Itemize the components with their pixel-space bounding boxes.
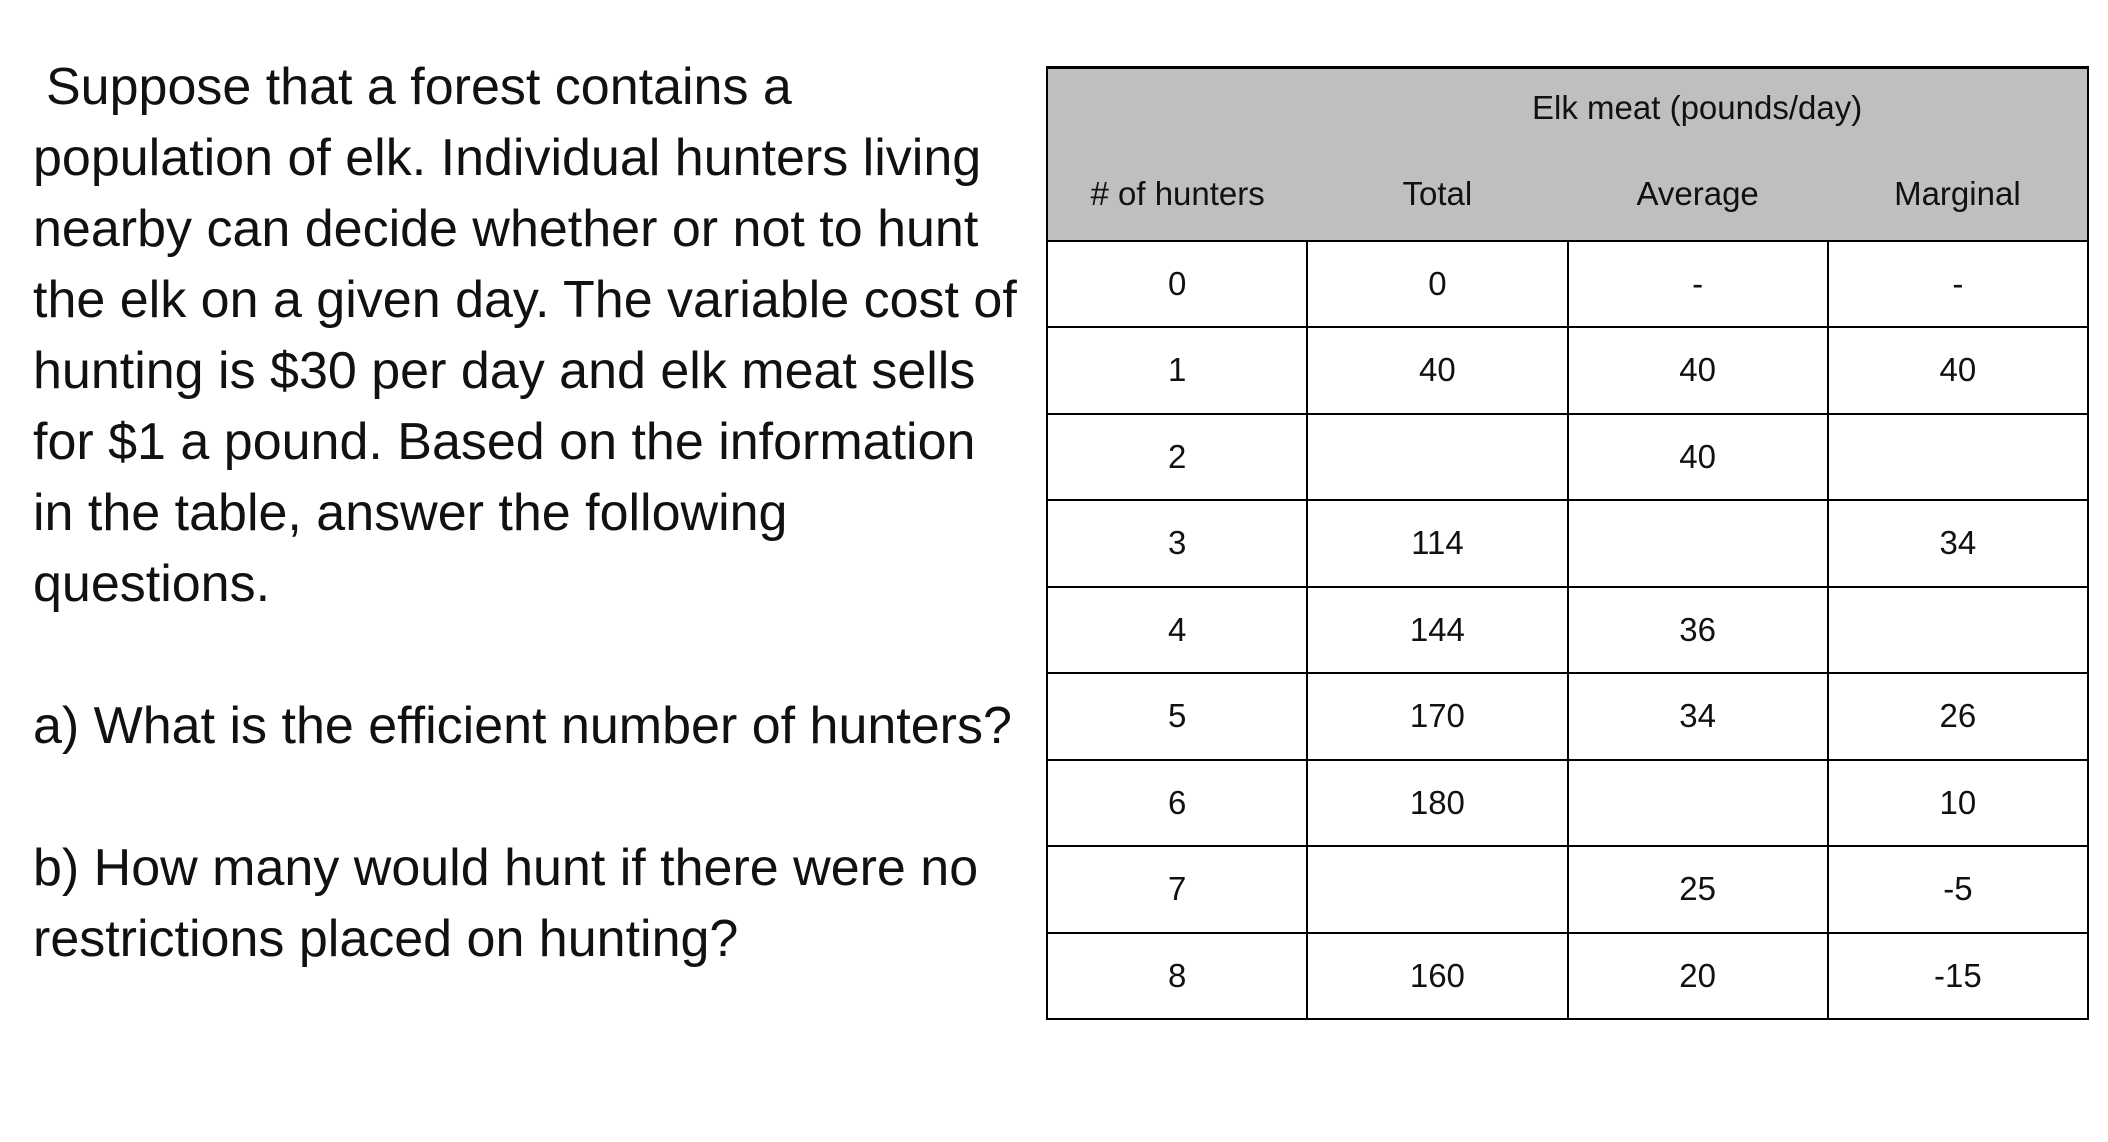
- elk-meat-table: [1046, 66, 2089, 1020]
- table-row: [1047, 500, 2088, 587]
- cell-hunters: 4: [1047, 587, 1307, 674]
- table-row: [1047, 846, 2088, 933]
- cell-average: -: [1568, 241, 1828, 328]
- cell-average: [1568, 500, 1828, 587]
- cell-average: 34: [1568, 673, 1828, 760]
- cell-total: 114: [1307, 500, 1567, 587]
- cell-hunters: 6: [1047, 760, 1307, 847]
- cell-hunters: 1: [1047, 327, 1307, 414]
- column-header-hunters: # of hunters: [1047, 148, 1307, 241]
- cell-average: [1568, 760, 1828, 847]
- table-row: [1047, 587, 2088, 674]
- cell-marginal: -5: [1828, 846, 2088, 933]
- table-group-header-row: [1047, 68, 2088, 148]
- cell-hunters: 8: [1047, 933, 1307, 1020]
- cell-marginal: 10: [1828, 760, 2088, 847]
- cell-total: [1307, 414, 1567, 501]
- cell-marginal: 40: [1828, 327, 2088, 414]
- table-row: [1047, 933, 2088, 1020]
- question-intro: Suppose that a forest contains a population of elk. Individual hunters living nearby can decide whether or not to hunt the elk on a given day. The variable cost of hunting is $30 per day and elk meat sells for $1 a pound. Based on the information in the table, answer the following questions.: [33, 58, 1017, 613]
- table-row: [1047, 327, 2088, 414]
- group-header-elk-meat: Elk meat (pounds/day): [1307, 68, 2088, 148]
- question-part-a: a) What is the efficient number of hunters?: [33, 697, 1012, 755]
- table-row: [1047, 414, 2088, 501]
- cell-total: 40: [1307, 327, 1567, 414]
- cell-average: 36: [1568, 587, 1828, 674]
- cell-hunters: 5: [1047, 673, 1307, 760]
- cell-total: 160: [1307, 933, 1567, 1020]
- column-header-total: Total: [1307, 148, 1567, 241]
- cell-average: 40: [1568, 327, 1828, 414]
- table-row: [1047, 673, 2088, 760]
- column-header-marginal: Marginal: [1828, 148, 2088, 241]
- cell-total: 180: [1307, 760, 1567, 847]
- cell-hunters: 3: [1047, 500, 1307, 587]
- cell-average: 20: [1568, 933, 1828, 1020]
- header-blank-cell: [1047, 68, 1307, 148]
- cell-total: 0: [1307, 241, 1567, 328]
- elk-meat-table-container: [1046, 66, 2089, 1020]
- cell-total: 170: [1307, 673, 1567, 760]
- column-header-average: Average: [1568, 148, 1828, 241]
- cell-marginal: 34: [1828, 500, 2088, 587]
- question-text-block: [33, 52, 1023, 975]
- cell-hunters: 0: [1047, 241, 1307, 328]
- cell-total: 144: [1307, 587, 1567, 674]
- cell-marginal: [1828, 587, 2088, 674]
- cell-average: 25: [1568, 846, 1828, 933]
- question-part-b: b) How many would hunt if there were no restrictions placed on hunting?: [33, 839, 979, 968]
- cell-total: [1307, 846, 1567, 933]
- cell-hunters: 7: [1047, 846, 1307, 933]
- cell-marginal: -15: [1828, 933, 2088, 1020]
- table-column-header-row: [1047, 148, 2088, 241]
- table-row: [1047, 760, 2088, 847]
- cell-marginal: -: [1828, 241, 2088, 328]
- cell-average: 40: [1568, 414, 1828, 501]
- cell-marginal: [1828, 414, 2088, 501]
- cell-marginal: 26: [1828, 673, 2088, 760]
- cell-hunters: 2: [1047, 414, 1307, 501]
- table-row: [1047, 241, 2088, 328]
